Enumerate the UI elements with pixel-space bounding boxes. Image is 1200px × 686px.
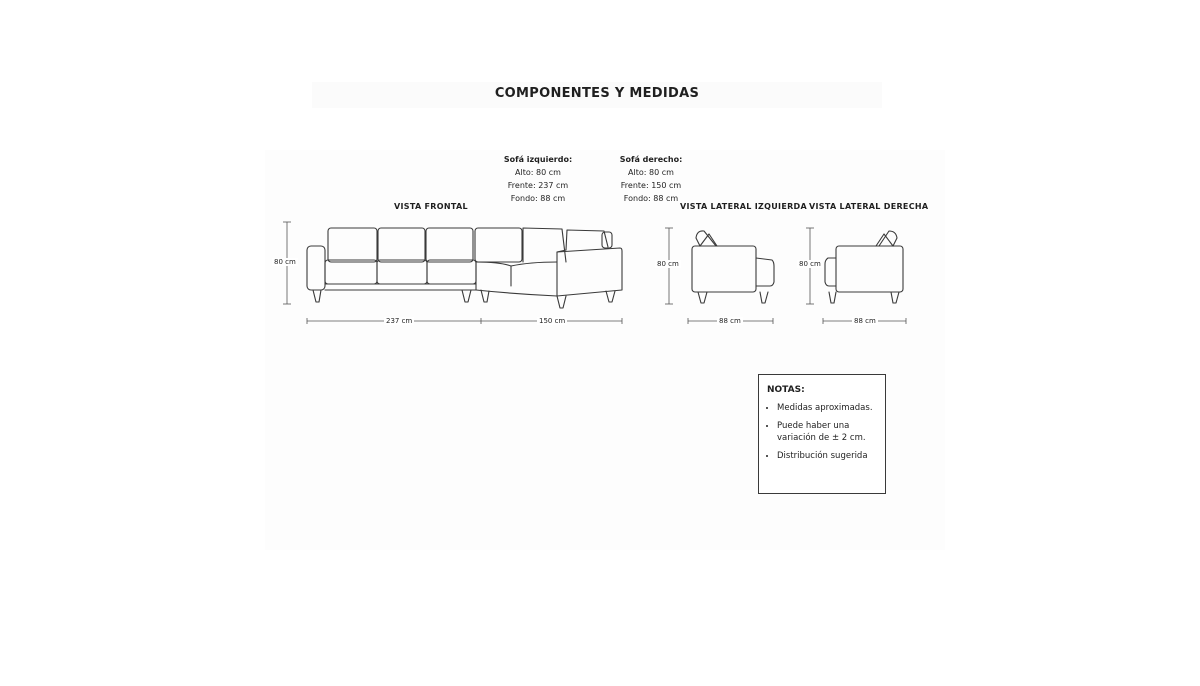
front-width-right-label: 150 cm: [539, 317, 566, 325]
notes-item: • Distribución sugerida: [777, 450, 877, 462]
front-height-label: 80 cm: [274, 258, 296, 266]
notes-heading: NOTAS:: [767, 385, 805, 395]
right-sofa-fondo: Fondo: 88 cm: [623, 194, 679, 203]
page-title: COMPONENTES Y MEDIDAS: [494, 86, 700, 101]
notes-list: [767, 402, 877, 462]
right-sofa-frente: Frente: 150 cm: [620, 181, 682, 190]
notes-box: [758, 374, 886, 494]
left-sofa-frente: Frente: 237 cm: [507, 181, 569, 190]
right-side-view-sofa: [825, 231, 903, 303]
front-view-sofa: [307, 228, 622, 308]
right-height-label: 80 cm: [799, 260, 821, 268]
label-front-view: VISTA FRONTAL: [394, 202, 468, 211]
left-height-label: 80 cm: [657, 260, 679, 268]
left-side-view-sofa: [692, 231, 774, 303]
left-sofa-alto: Alto: 80 cm: [515, 168, 561, 177]
notes-item: • Puede haber una variación de ± 2 cm.: [777, 420, 877, 444]
right-sofa-heading: Sofá derecho:: [619, 155, 683, 164]
label-left-view: VISTA LATERAL IZQUIERDA: [680, 202, 807, 211]
front-width-left-label: 237 cm: [386, 317, 413, 325]
right-sofa-alto: Alto: 80 cm: [628, 168, 674, 177]
left-sofa-heading: Sofá izquierdo:: [503, 155, 573, 164]
notes-item: • Medidas aproximadas.: [777, 402, 877, 414]
left-sofa-fondo: Fondo: 88 cm: [510, 194, 566, 203]
label-right-view: VISTA LATERAL DERECHA: [809, 202, 929, 211]
left-depth-label: 88 cm: [719, 317, 741, 325]
right-depth-label: 88 cm: [854, 317, 876, 325]
